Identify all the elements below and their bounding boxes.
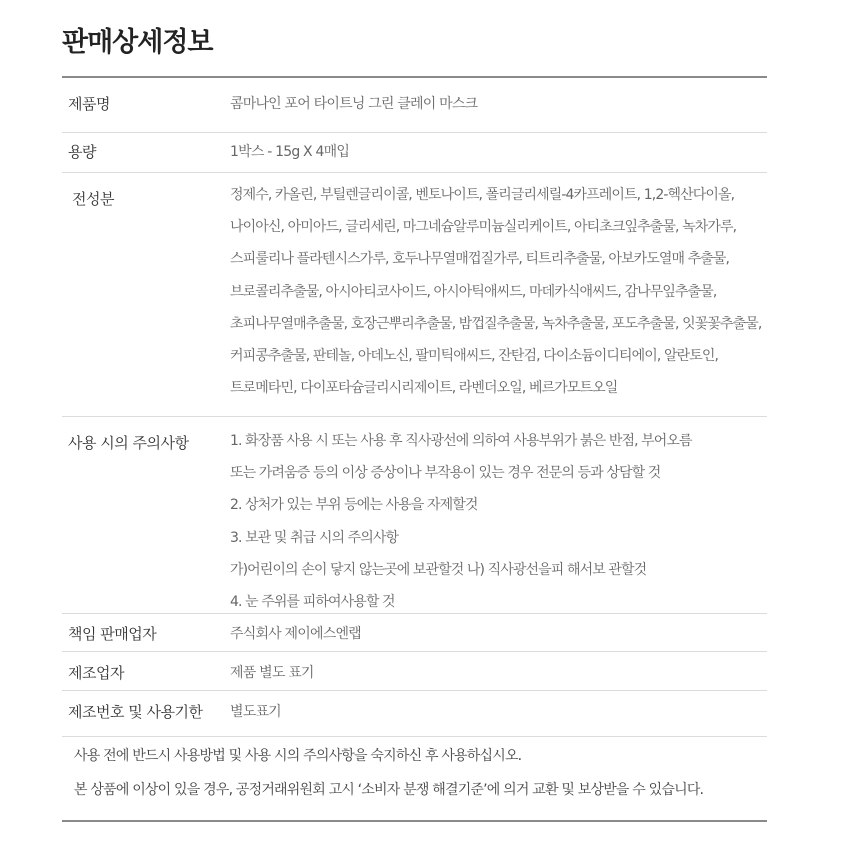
list-item: 커피콩추출물, 판테놀, 아데노신, 팔미틱애씨드, 잔탄검, 다이소듐이디티에이, 알란토인, — [230, 347, 718, 364]
row-seller — [62, 614, 767, 652]
list-item: 스피룰리나 플라텐시스가루, 호두나무열매껍질가루, 티트리추출물, 아보카도열매 추출물, — [230, 251, 730, 268]
row-label: 전성분 — [72, 190, 114, 208]
list-item: 또는 가려움증 등의 이상 증상이나 부작용이 있는 경우 전문의 등과 상담할 것 — [230, 465, 661, 482]
list-item: 브로콜리추출물, 아시아티코사이드, 아시아틱애씨드, 마데카식애씨드, 감나무잎추출물, — [230, 283, 717, 300]
row-label: 용량 — [68, 143, 96, 161]
info-table — [62, 78, 767, 737]
notice-line: 본 상품에 이상이 있을 경우, 공정거래위원회 고시 ‘소비자 분쟁 해결기준’에 의거 교환 및 보상받을 수 있습니다. — [74, 782, 704, 798]
list-item: 4. 눈 주위를 피하여사용할 것 — [230, 593, 395, 610]
row-caution — [62, 417, 767, 614]
row-value: 콤마나인 포어 타이트닝 그린 클레이 마스크 — [230, 96, 478, 112]
list-item: 2. 상처가 있는 부위 등에는 사용을 자제할것 — [230, 497, 478, 514]
row-label: 책임 판매업자 — [68, 625, 157, 643]
row-label: 제품명 — [68, 95, 110, 113]
row-volume — [62, 133, 767, 173]
row-value: 주식회사 제이에스엔랩 — [230, 626, 361, 642]
row-ingredients — [62, 173, 767, 417]
list-item: 3. 보관 및 취급 시의 주의사항 — [230, 529, 399, 546]
row-label: 제조업자 — [68, 664, 124, 682]
row-value: 별도표기 — [230, 704, 281, 720]
list-item: 초피나무열매추출물, 호장근뿌리추출물, 밤껍질추출물, 녹차추출물, 포도추출물, 잇꽃꽃추출물, — [230, 315, 762, 332]
caution-list — [230, 431, 692, 624]
row-lot-expiry — [62, 691, 767, 737]
row-product-name — [62, 78, 767, 133]
notice-line: 사용 전에 반드시 사용방법 및 사용 시의 주의사항을 숙지하신 후 사용하십시오. — [74, 748, 522, 764]
row-label: 제조번호 및 사용기한 — [68, 703, 203, 721]
row-label: 사용 시의 주의사항 — [68, 434, 189, 452]
bottom-divider — [62, 820, 767, 822]
row-value: 제품 별도 표기 — [230, 665, 314, 681]
page-title: 판매상세정보 — [62, 27, 213, 58]
notice-box — [62, 738, 767, 806]
ingredients-list — [230, 185, 761, 410]
list-item: 나이아신, 아미아드, 글리세린, 마그네슘알루미늄실리케이트, 아티초크잎추출물, 녹차가루, — [230, 219, 737, 236]
list-item: 트로메타민, 다이포타슘글리시리제이트, 라벤더오일, 베르가모트오일 — [230, 380, 618, 397]
list-item: 정제수, 카올린, 부틸렌글리이콜, 벤토나이트, 폴리글리세릴-4카프레이트, 1,2-헥산다이올, — [230, 187, 735, 203]
row-value: 1박스 - 15g X 4매입 — [230, 144, 350, 160]
list-item: 1. 화장품 사용 시 또는 사용 후 직사광선에 의하여 사용부위가 붉은 반점, 부어오름 — [230, 433, 692, 449]
list-item: 가)어린이의 손이 닿지 않는곳에 보관할것 나) 직사광선을피 해서보 관할것 — [230, 561, 647, 578]
row-manufacturer — [62, 652, 767, 691]
